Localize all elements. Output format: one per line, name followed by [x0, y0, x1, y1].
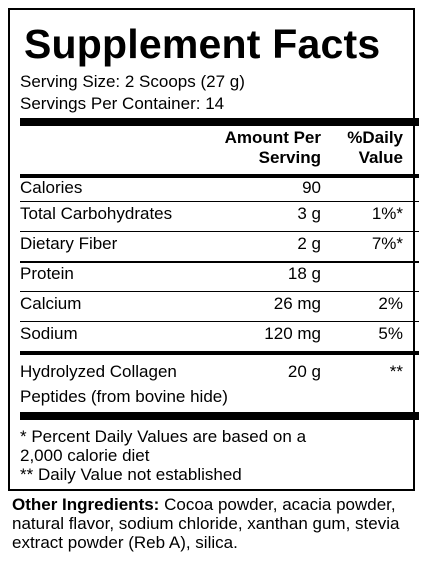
footnote-line1: * Percent Daily Values are based on a — [20, 427, 307, 446]
row-collagen-amount: 20 g — [287, 362, 321, 381]
row-calories-amount: 90 — [302, 178, 321, 197]
supplement-facts-panel — [8, 8, 415, 491]
row-protein-amount: 18 g — [287, 264, 321, 283]
footnote-line2: 2,000 calorie diet — [20, 446, 150, 465]
row-collagen-name-line1: Hydrolyzed Collagen — [20, 362, 177, 381]
row-carbs-amount: 3 g — [297, 204, 321, 223]
footnote-line3: ** Daily Value not established — [20, 465, 242, 484]
row-fiber-amount: 2 g — [297, 234, 321, 253]
row-sodium-amount: 120 mg — [264, 324, 321, 343]
row-separator — [20, 231, 419, 232]
row-collagen-dv: ** — [389, 362, 403, 381]
row-calcium-dv: 2% — [378, 294, 403, 313]
row-separator — [20, 321, 419, 322]
row-sodium-name: Sodium — [20, 324, 78, 343]
row-separator — [20, 291, 419, 292]
servings-per-container: Servings Per Container: 14 — [20, 94, 225, 113]
row-protein-name: Protein — [20, 264, 74, 283]
daily-value-header-line1: %Daily — [347, 128, 403, 147]
row-sodium-dv: 5% — [378, 324, 403, 343]
blend-divider — [20, 351, 419, 355]
row-calcium-amount: 26 mg — [273, 294, 321, 313]
row-calcium-name: Calcium — [20, 294, 82, 313]
row-fiber-name: Dietary Fiber — [20, 234, 118, 253]
row-carbs-dv: 1%* — [371, 204, 403, 223]
other-ingredients — [12, 495, 412, 552]
thick-divider-top — [20, 118, 419, 126]
row-carbs-name: Total Carbohydrates — [20, 204, 173, 223]
row-collagen-name-line2: Peptides (from bovine hide) — [20, 387, 228, 406]
other-ingredients-text: Cocoa powder, acacia powder, natural flavor, sodium chloride, xanthan gum, stevia extract powder (Reb A), silica. — [12, 495, 400, 552]
daily-value-header-line2: Value — [358, 148, 403, 167]
serving-size: Serving Size: 2 Scoops (27 g) — [20, 72, 245, 91]
row-calories-name: Calories — [20, 178, 83, 197]
thick-divider-bottom — [20, 412, 419, 420]
amount-per-header-line1: Amount Per — [224, 128, 321, 147]
row-separator — [20, 261, 419, 263]
row-fiber-dv: 7%* — [371, 234, 403, 253]
amount-per-header-line2: Serving — [258, 148, 321, 167]
panel-title: Supplement Facts — [24, 21, 381, 67]
row-separator — [20, 201, 419, 202]
other-ingredients-label: Other Ingredients: — [12, 495, 160, 514]
